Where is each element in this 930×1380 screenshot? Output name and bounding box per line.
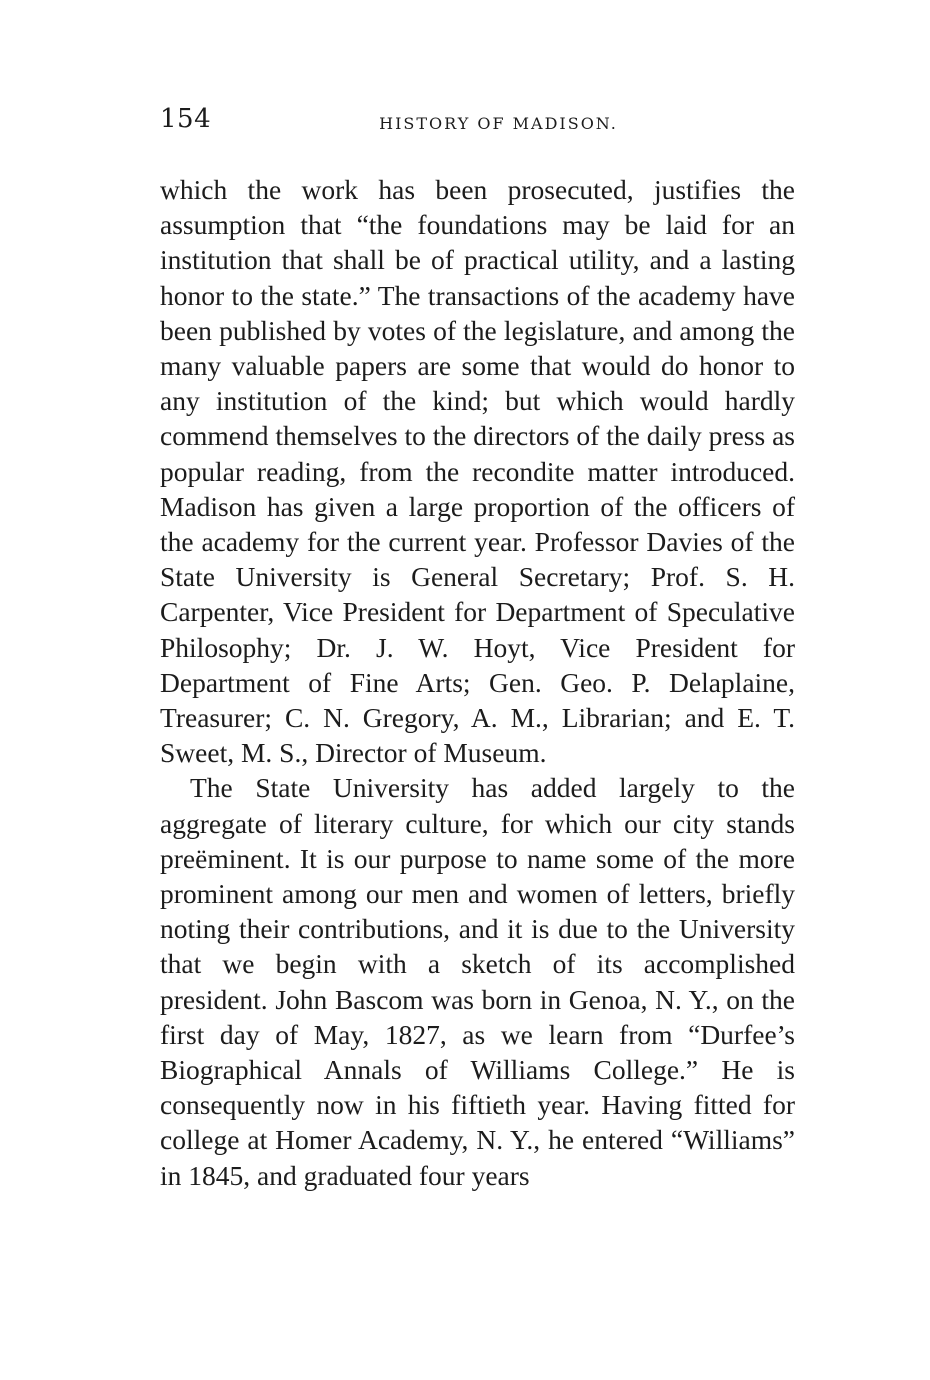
page-number: 154 — [160, 104, 212, 134]
body-text — [160, 172, 795, 1193]
paragraph-state-university: The State University has added largely to the aggregate of literary culture, for which our city stands preëminent. It is our purpose to name some of the more prominent among our men and women of letters, briefly noting their contributions, and it is due to the University that we begin with a sketch of its accomplished president. John Bascom was born in Genoa, N. Y., on the first day of May, 1827, as we learn from “Durfee’s Biographical Annals of Williams College.” He is consequently now in his fiftieth year. Having fitted for college at Homer Academy, N. Y., he entered “Williams” in 1845, and graduated four years — [160, 772, 795, 1191]
running-title: HISTORY OF MADISON. — [379, 114, 618, 133]
paragraph-continued: which the work has been prosecuted, justifies the assumption that “the foundations may be laid for an institution that shall be of practical utility, and a lasting honor to the state.” The transactions of the academy have been published by votes of the legislature, and among the many valuable papers are some that would do honor to any institution of the kind; but which would hardly commend themselves to the directors of the daily press as popular reading, from the recondite matter introduced. Madison has given a large proportion of the officers of the academy for the current year. Professor Davies of the State University is General Secretary; Prof. S. H. Carpenter, Vice President for Department of Speculative Philosophy; Dr. J. W. Hoyt, Vice President for Department of Fine Arts; Gen. Geo. P. Delaplaine, Treasurer; C. N. Gregory, A. M., Librarian; and E. T. Sweet, M. S., Director of Museum. — [160, 174, 795, 769]
running-head — [160, 104, 795, 144]
